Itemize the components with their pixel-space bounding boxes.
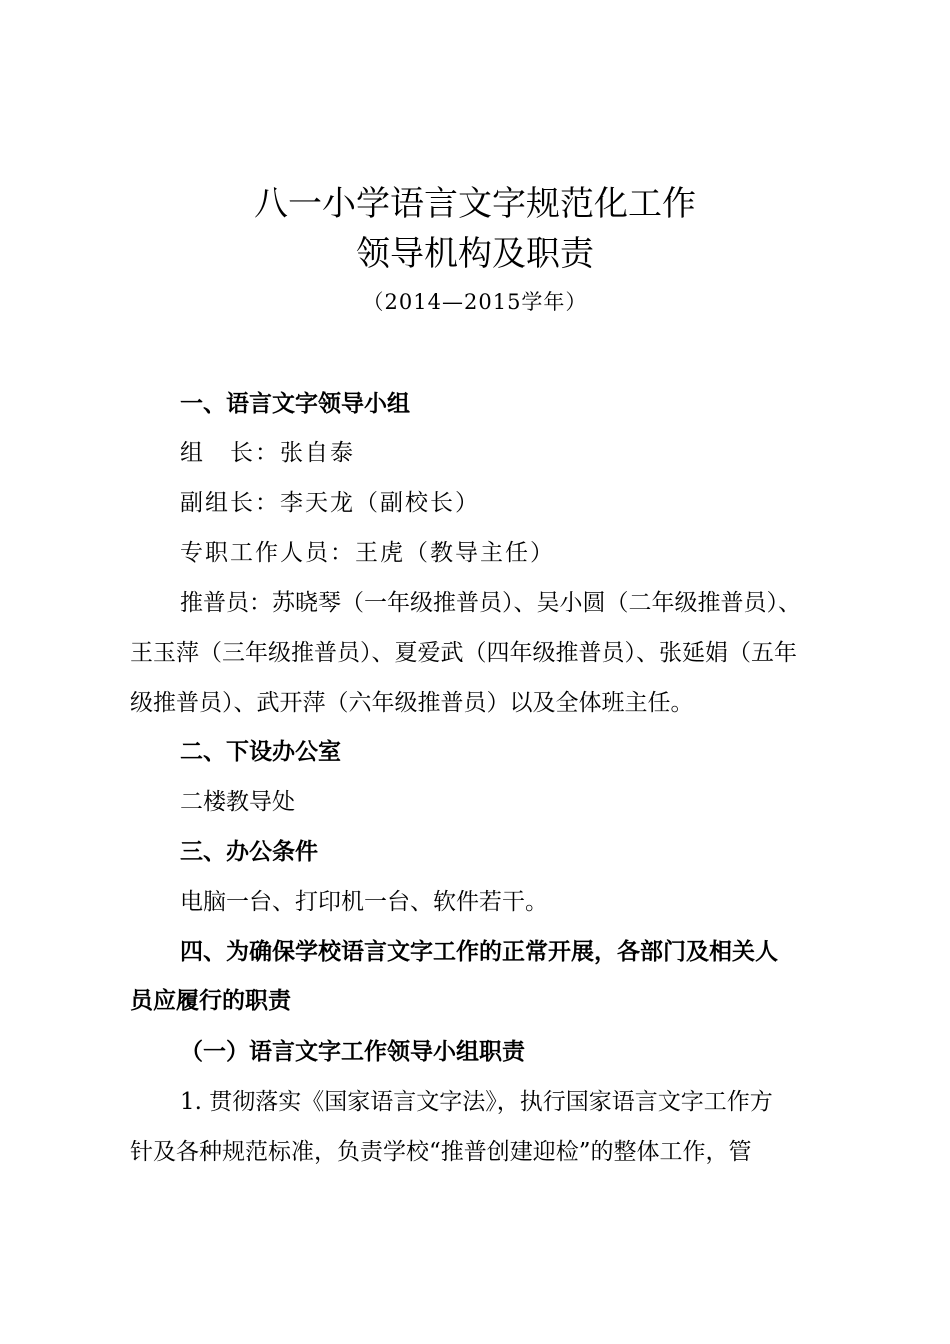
document-title-line-2: 领导机构及职责 — [356, 234, 594, 274]
section-2-heading: 二、下设办公室 — [180, 739, 341, 765]
promoters-line-3: 级推普员）、武开萍（六年级推普员）以及全体班主任。 — [130, 690, 694, 716]
leader-line: 组 长：张自泰 — [180, 440, 355, 466]
section-3-content: 电脑一台、打印机一台、软件若干。 — [180, 889, 548, 915]
document-subtitle: （2014—2015学年） — [362, 290, 588, 314]
section-2-content: 二楼教导处 — [180, 789, 295, 815]
item-1-line-2: 针及各种规范标准，负责学校“推普创建迎检”的整体工作，管 — [130, 1139, 752, 1165]
item-1-line-1: 1. 贯彻落实《国家语言文字法》，执行国家语言文字工作方 — [180, 1089, 773, 1115]
section-1-heading: 一、语言文字领导小组 — [180, 391, 410, 417]
deputy-leader-line: 副组长：李天龙（副校长） — [180, 490, 480, 516]
staff-line: 专职工作人员：王虎（教导主任） — [180, 540, 555, 566]
section-4-heading-line-2: 员应履行的职责 — [130, 988, 291, 1014]
promoters-line-1: 推普员：苏晓琴（一年级推普员）、吴小圆（二年级推普员）、 — [180, 590, 801, 616]
subsection-1-heading: （一）语言文字工作领导小组职责 — [180, 1039, 525, 1065]
document-title-line-1: 八一小学语言文字规范化工作 — [254, 184, 696, 224]
promoters-line-2: 王玉萍（三年级推普员）、夏爱武（四年级推普员）、张延娟（五年 — [130, 640, 797, 666]
section-3-heading: 三、办公条件 — [180, 839, 318, 865]
section-4-heading-line-1: 四、为确保学校语言文字工作的正常开展，各部门及相关人 — [180, 939, 778, 965]
